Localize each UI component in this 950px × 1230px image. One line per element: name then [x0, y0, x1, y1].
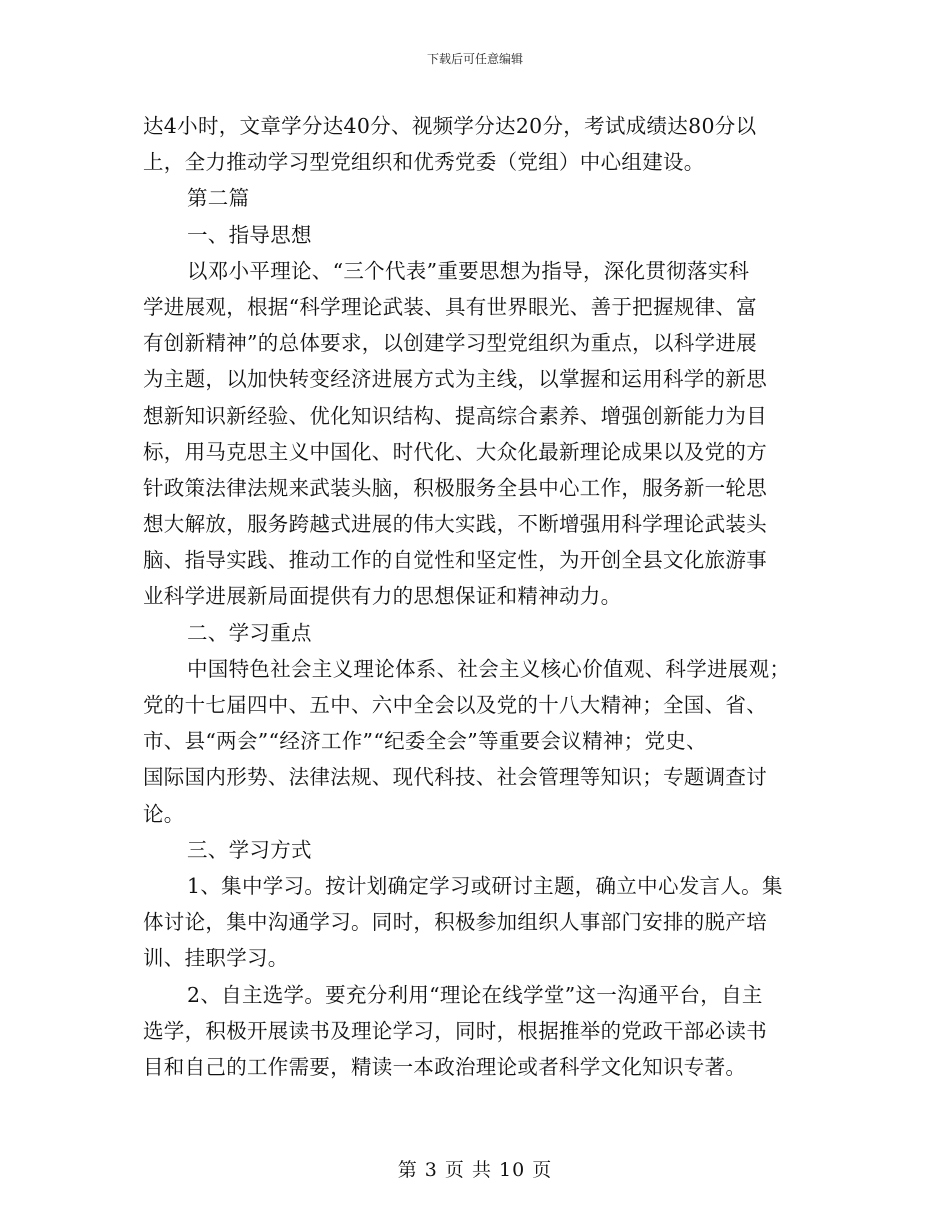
text-line: 第二篇	[187, 186, 250, 211]
text-line: 有创新精神”的总体要求，以创建学习型党组织为重点，以科学进展	[143, 331, 757, 356]
text-line: 论。	[143, 801, 185, 826]
text-line: 针政策法律法规来武装头脑，积极服务全县中心工作，服务新一轮思	[143, 475, 767, 500]
text-line: 市、县“两会”“经济工作”“纪委全会”等重要会议精神；党史、	[143, 729, 707, 754]
text-line: 业科学进展新局面提供有力的思想保证和精神动力。	[143, 584, 622, 609]
text-line: 上，全力推动学习型党组织和优秀党委（党组）中心组建设。	[143, 150, 705, 175]
text-line: 学进展观，根据“科学理论武装、具有世界眼光、善于把握规律、富	[143, 294, 757, 319]
text-line: 2、自主选学。要充分利用“理论在线学堂”这一沟通平台，自主	[187, 982, 763, 1007]
text-line: 1、集中学习。按计划确定学习或研讨主题，确立中心发言人。集	[187, 873, 783, 898]
text-line: 标，用马克思主义中国化、时代化、大众化最新理论成果以及党的方	[143, 439, 767, 464]
text-line: 三、学习方式	[187, 837, 312, 862]
text-line: 目和自己的工作需要，精读一本政治理论或者科学文化知识专著。	[143, 1054, 747, 1079]
document-body	[143, 108, 813, 1085]
text-line: 达4小时，文章学分达40分、视频学分达20分，考试成绩达80分以	[143, 114, 757, 138]
text-line: 体讨论，集中沟通学习。同时，积极参加组织人事部门安排的脱产培	[143, 910, 767, 935]
text-line: 选学，积极开展读书及理论学习，同时，根据推举的党政干部必读书	[143, 1018, 767, 1043]
page-footer: 第 3 页 共 10 页	[397, 1159, 553, 1181]
text-line: 为主题，以加快转变经济进展方式为主线，以掌握和运用科学的新思	[143, 367, 767, 392]
text-line: 二、学习重点	[187, 620, 312, 645]
text-line: 国际国内形势、法律法规、现代科技、社会管理等知识；专题调查讨	[143, 765, 767, 790]
text-line: 训、挂职学习。	[143, 946, 289, 971]
text-line: 脑、指导实践、推动工作的自觉性和坚定性，为开创全县文化旅游事	[143, 548, 767, 573]
header-note: 下载后可任意编辑	[426, 52, 523, 66]
text-line: 想大解放，服务跨越式进展的伟大实践，不断增强用科学理论武装头	[143, 512, 767, 537]
text-line: 中国特色社会主义理论体系、社会主义核心价值观、科学进展观；	[187, 656, 791, 681]
text-line: 想新知识新经验、优化知识结构、提高综合素养、增强创新能力为目	[143, 403, 767, 428]
text-line: 党的十七届四中、五中、六中全会以及党的十八大精神；全国、省、	[143, 693, 767, 717]
text-line: 以邓小平理论、“三个代表”重要思想为指导，深化贯彻落实科	[187, 258, 750, 283]
text-line: 一、指导思想	[187, 222, 312, 247]
